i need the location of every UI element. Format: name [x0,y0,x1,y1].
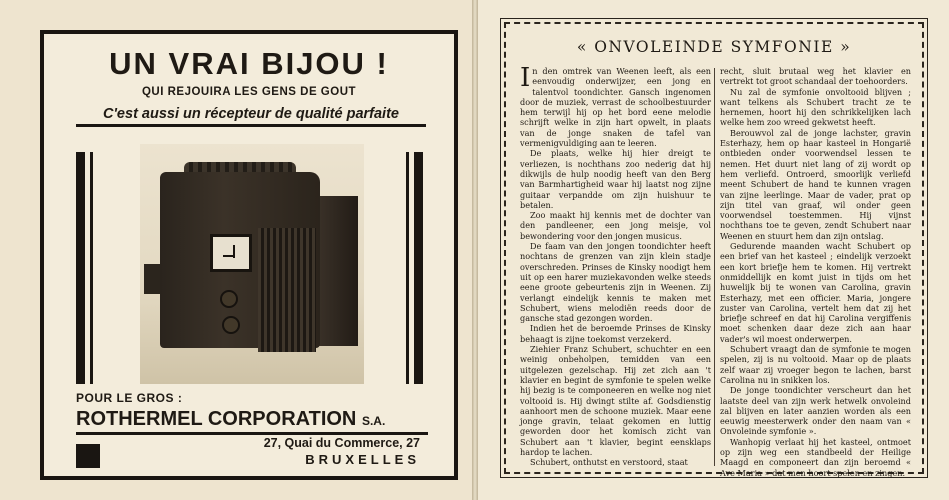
company-suffix: S.A. [361,414,386,428]
company-name: ROTHERMEL CORPORATION S.A. [76,408,428,435]
decorative-bar-right [414,152,423,384]
paragraph: De plaats, welke hij hier dreigt te verliezen, is nochthans zoo nederig dat hij dikwijls de hulp noodig heeft van den Berg van Barmhartigheid waar hij laatst nog zijne guitaar verpandde om zijn huishuur te betalen. [520,148,711,210]
paragraph: De jonge toondichter verscheurt dan het laatste deel van zijn werk hetwelk onvoleind zal blijven en later aanzien worden als een eeuwig meesterwerk onder den naam van « Onvoleinde symfonie ». [720,385,911,437]
ad-subline: QUI REJOUIRA LES GENS DE GOUT [141,86,357,98]
paragraph: Gedurende maanden wacht Schubert op een brief van het kasteel ; eindelijk verzoekt een kort briefje hem te komen. Hij vertrekt onmiddellijk en komt juist in tijds om het huwelijk bij te wonen van Carolina, gravin Esterhazy, met een officier. Maria, jongere zuster van Carolina, vertelt hem dat zij het briefje schreef en dat hij Carolina vergiffenis moet schenken daar deze zich aan haar vader's wil moest onderwerpen. [720,241,911,344]
paragraph: recht, sluit brutaal weg het klavier en vertrekt tot groot schandaal der toehoorders. [720,66,911,87]
paragraph: Indien het de beroemde Prinses de Kinsky behaagt is zijne toekomst verzekerd. [520,323,711,344]
decorative-bar-right-thin [406,152,409,384]
right-page [478,0,949,500]
left-page [0,0,472,500]
decorative-bar-left [76,152,85,384]
clock-dial-icon [210,234,252,272]
decorative-square [76,444,100,468]
company-address: 27, Quai du Commerce, 27 [263,436,420,450]
decorative-bar-left-thin [90,152,93,384]
article-frame [504,22,924,478]
wholesale-label: POUR LE GROS : [76,391,183,405]
drop-cap: I [520,63,531,93]
ad-tagline: C'est aussi un récepteur de qualité parfaite [76,106,426,127]
speaker-grille [258,228,316,352]
paragraph: De faam van den jongen toondichter heeft nochtans de grenzen van zijn klein stadje overschreden. Prinses de Kinsky noodigt hem uit op een harer muziekavonden welke steeds eene groote gebeurtenis zijn in Weenen. Zij verlangt eindelijk kennis te maken met Schubert, wiens melodiën reeds door de gansche stad gezongen worden. [520,241,711,324]
ad-headline: UN VRAI BIJOU ! [109,46,389,81]
article-column-right [720,66,911,478]
paragraph: Ziehier Franz Schubert, schuchter en een weinig onbeholpen, temidden van een uitgelezen gezelschap. Hij zet zich aan 't klavier en begint de symfonie te spelen welke hij bezig is te componeeren en welke nog niet voltooid is. Hij dwingt stilte af. Godsdienstig aanhoort men de schoone muziek. Maar eene jonge gravin, telaat gekomen en luttig geworden door het komisch zicht van Schubert aan 't klavier, begint eensklaps hardop te lachen. [520,344,711,457]
article-title: « ONVOLEINDE SYMFONIE » [576,38,852,56]
article-column-left [520,63,711,468]
paragraph: Nu zal de symfonie onvoltooid blijven ; want telkens als Schubert tracht ze te hernemen, hoort hij den schrikkelijken lach welke hem zoo wreed gekwetst heeft. [720,86,911,128]
radio-photo [140,144,364,384]
company-city: BRUXELLES [305,452,420,467]
column-divider [714,68,715,466]
paragraph: Zoo maakt hij kennis met de dochter van den pandleener, een jong meisje, vol bewondering voor den jongen musicus. [520,210,711,241]
knob-icon [222,316,240,334]
radio-advertisement [40,30,458,480]
paragraph: Schubert vraagt dan de symfonie te mogen spelen, zij is nu voltooid. Maar op de plaats zelf waar zij vroeger begon te lachen, barst Carolina nu in snikken los. [720,344,911,385]
paragraph: Wanhopig verlaat hij het kasteel, ontmoet op zijn weg een standbeeld der Heilige Maagd en componeert dan zijn beroemd « Ave Maria » dat men hoort spelen en zingen. [720,436,911,478]
paragraph: In den omtrek van Weenen leeft, als een eenvoudig onderwijzer, een jong en talentvol toondichter. Gansch ingenomen door de muziek, verrast de schoolbestuurder hem terwijl hij op het bord eene melodie schrijft welke in zijn hart opwelt, in plaats van de jonge snaken de tafel van vermenigvuldiging aan te leeren. [520,63,711,149]
knob-icon [220,290,238,308]
paragraph: Berouwvol zal de jonge lachster, gravin Esterhazy, hem op haar kasteel in Hongarië ontbieden onder voorwendsel lessen te nemen. Het duurt niet lang of zij wordt op hem verliefd. Ontroerd, smoorlijk verliefd meent Schubert de hand te kunnen vragen van zijne leerlinge. Maar de vader, prat op zijn titel van graaf, wil onder geen voorwendsel toestemmen. Hij vijnst nochthans toe te geven, zendt Schubert naar Weenen en stuurt hem dan zijn ontslag. [720,127,911,241]
radio-cabinet [160,172,320,348]
paragraph: Schubert, onthutst en verstoord, staat [530,457,688,468]
